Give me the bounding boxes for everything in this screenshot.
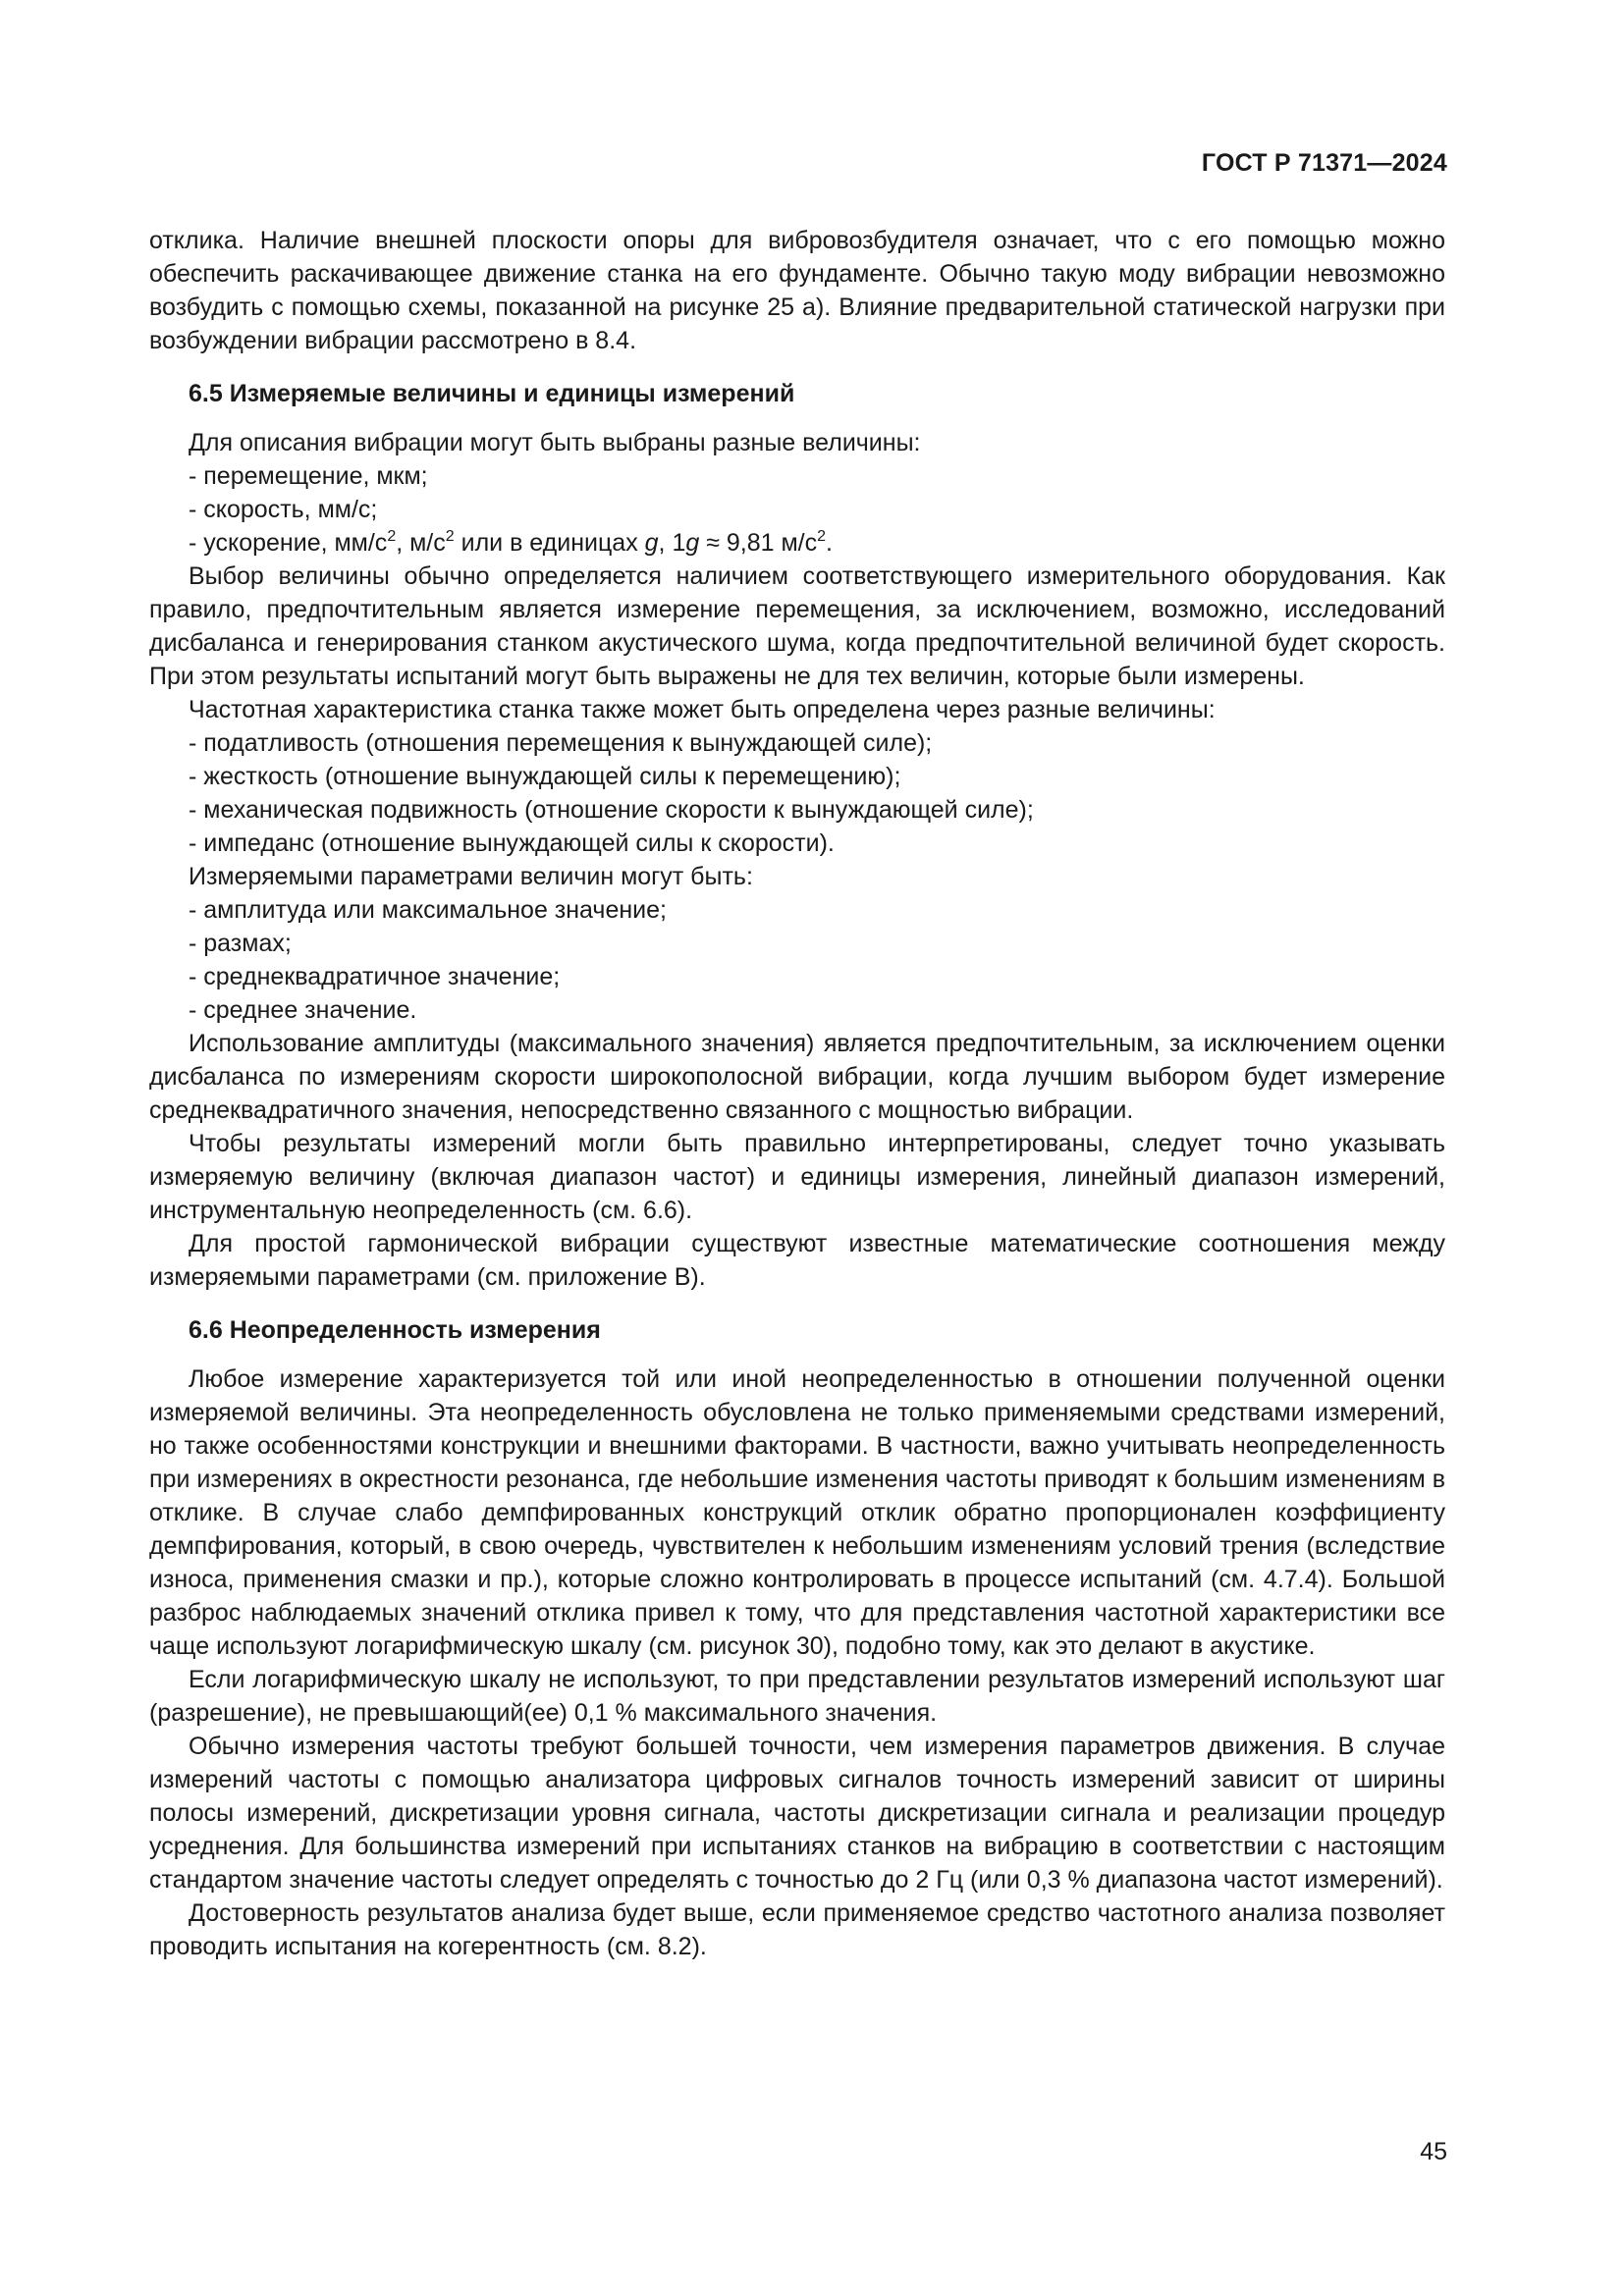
reliability-paragraph: Достоверность результатов анализа будет выше, если применяемое средство частотного анализа позволяет проводить испытания на когерентность (см. 8.2). (149, 1899, 1445, 1960)
quantities-lead-paragraph: Для описания вибрации могут быть выбраны разные величины: (189, 429, 921, 456)
uncertainty-paragraph: Любое измерение характеризуется той или иной неопределенностью в отношении полученной оценки измеряемой величины. Эта неопределенность обусловлена не только применяемыми средствами измерений, но также особенностями конструкции и внешними факторами. В частности, важно учитывать неопределенность при измерениях в окрестности резонанса, где небольшие изменения частоты приводят к большим изменениям в отклике. В случае слабо демпфированных конструкций отклик обратно пропорционален коэффициенту демпфирования, который, в свою очередь, чувствителен к небольшим изменениям условий трения (вследствие износа, применения смазки и пр.), которые сложно контролировать в процессе испытаний (см. 4.7.4). Большой разброс наблюдаемых значений отклика привел к тому, что для представления частотной характеристики все чаще используют логарифмическую шкалу (см. рисунок 30), подобно тому, как это делают в акустике. (149, 1365, 1445, 1660)
list-item: - среднее значение. (189, 996, 417, 1024)
list-item: - размах; (189, 930, 292, 957)
frequency-accuracy-paragraph: Обычно измерения частоты требуют большей точности, чем измерения параметров движения. В случае измерений частоты с помощью анализатора цифровых сигналов точность измерений зависит от ширины полосы измерений, дискретизации уровня сигнала, частоты дискретизации сигнала и реализации процедур усреднения. Для большинства измерений при испытаниях станков на вибрацию в соответствии с настоящим стандартом значение частоты следует определять с точностью до 2 Гц (или 0,3 % диапазона частот измерений). (149, 1733, 1445, 1894)
list-item: - среднеквадратичное значение; (189, 963, 561, 990)
section-6-6-heading: 6.6 Неопределенность измерения (189, 1316, 601, 1344)
list-item: - механическая подвижность (отношение скорости к вынуждающей силе); (189, 796, 1034, 824)
acceleration-list-item: - ускорение, $мм/с^2$, $м/с^2$ или в единицах g, 1g ≈ 9,81 $м/с^2$. (189, 528, 833, 557)
parameters-lead-paragraph: Измеряемыми параметрами величин могут быть: (189, 863, 753, 890)
intro-continuation-paragraph: отклика. Наличие внешней плоскости опоры для вибровозбудителя означает, что с его помощью можно обеспечить раскачивающее движение станка на его фундаменте. Обычно такую моду вибрации невозможно возбудить с помощью схемы, показанной на рисунке 25 а). Влияние предварительной статической нагрузки при возбуждении вибрации рассмотрено в 8.4. (149, 227, 1445, 354)
quantities-list (149, 459, 1445, 560)
section-6-5-heading: 6.5 Измеряемые величины и единицы измерений (189, 380, 795, 407)
list-item: - амплитуда или максимальное значение; (189, 896, 667, 924)
page-number: 45 (1420, 2138, 1447, 2165)
parameters-list (149, 893, 1445, 1027)
interpretation-paragraph: Чтобы результаты измерений могли быть правильно интерпретированы, следует точно указывать измеряемую величину (включая диапазон частот) и единицы измерения, линейный диапазон измерений, инструментальную неопределенность (см. 6.6). (149, 1130, 1445, 1224)
list-item: - перемещение, мкм; (189, 462, 428, 490)
log-scale-paragraph: Если логарифмическую шкалу не используют, то при представлении результатов измерений используют шаг (разрешение), не превышающий(ее) 0,1 % максимального значения. (149, 1666, 1445, 1727)
document-header-standard-id: ГОСТ Р 71371—2024 (1201, 149, 1447, 177)
list-item: - скорость, мм/с; (189, 496, 378, 523)
harmonic-vibration-paragraph: Для простой гармонической вибрации существуют известные математические соотношения между измеряемыми параметрами (см. приложение В). (149, 1230, 1445, 1291)
list-item: - податливость (отношения перемещения к вынуждающей силе); (189, 729, 933, 757)
page-body (149, 224, 1445, 1963)
list-item: - жесткость (отношение вынуждающей силы к перемещению); (189, 763, 901, 790)
frequency-response-lead-paragraph: Частотная характеристика станка также может быть определена через разные величины: (189, 696, 1216, 723)
amplitude-paragraph: Использование амплитуды (максимального значения) является предпочтительным, за исключением оценки дисбаланса по измерениям скорости широкополосной вибрации, когда лучшим выбором будет измерение среднеквадратичного значения, непосредственно связанного с мощностью вибрации. (149, 1030, 1445, 1124)
frequency-response-list (149, 726, 1445, 860)
quantity-choice-paragraph: Выбор величины обычно определяется наличием соответствующего измерительного оборудования. Как правило, предпочтительным является измерение перемещения, за исключением, возможно, исследований дисбаланса и генерирования станком акустического шума, когда предпочтительной величиной будет скорость. При этом результаты испытаний могут быть выражены не для тех величин, которые были измерены. (149, 562, 1445, 690)
list-item: - импеданс (отношение вынуждающей силы к скорости). (189, 829, 835, 857)
